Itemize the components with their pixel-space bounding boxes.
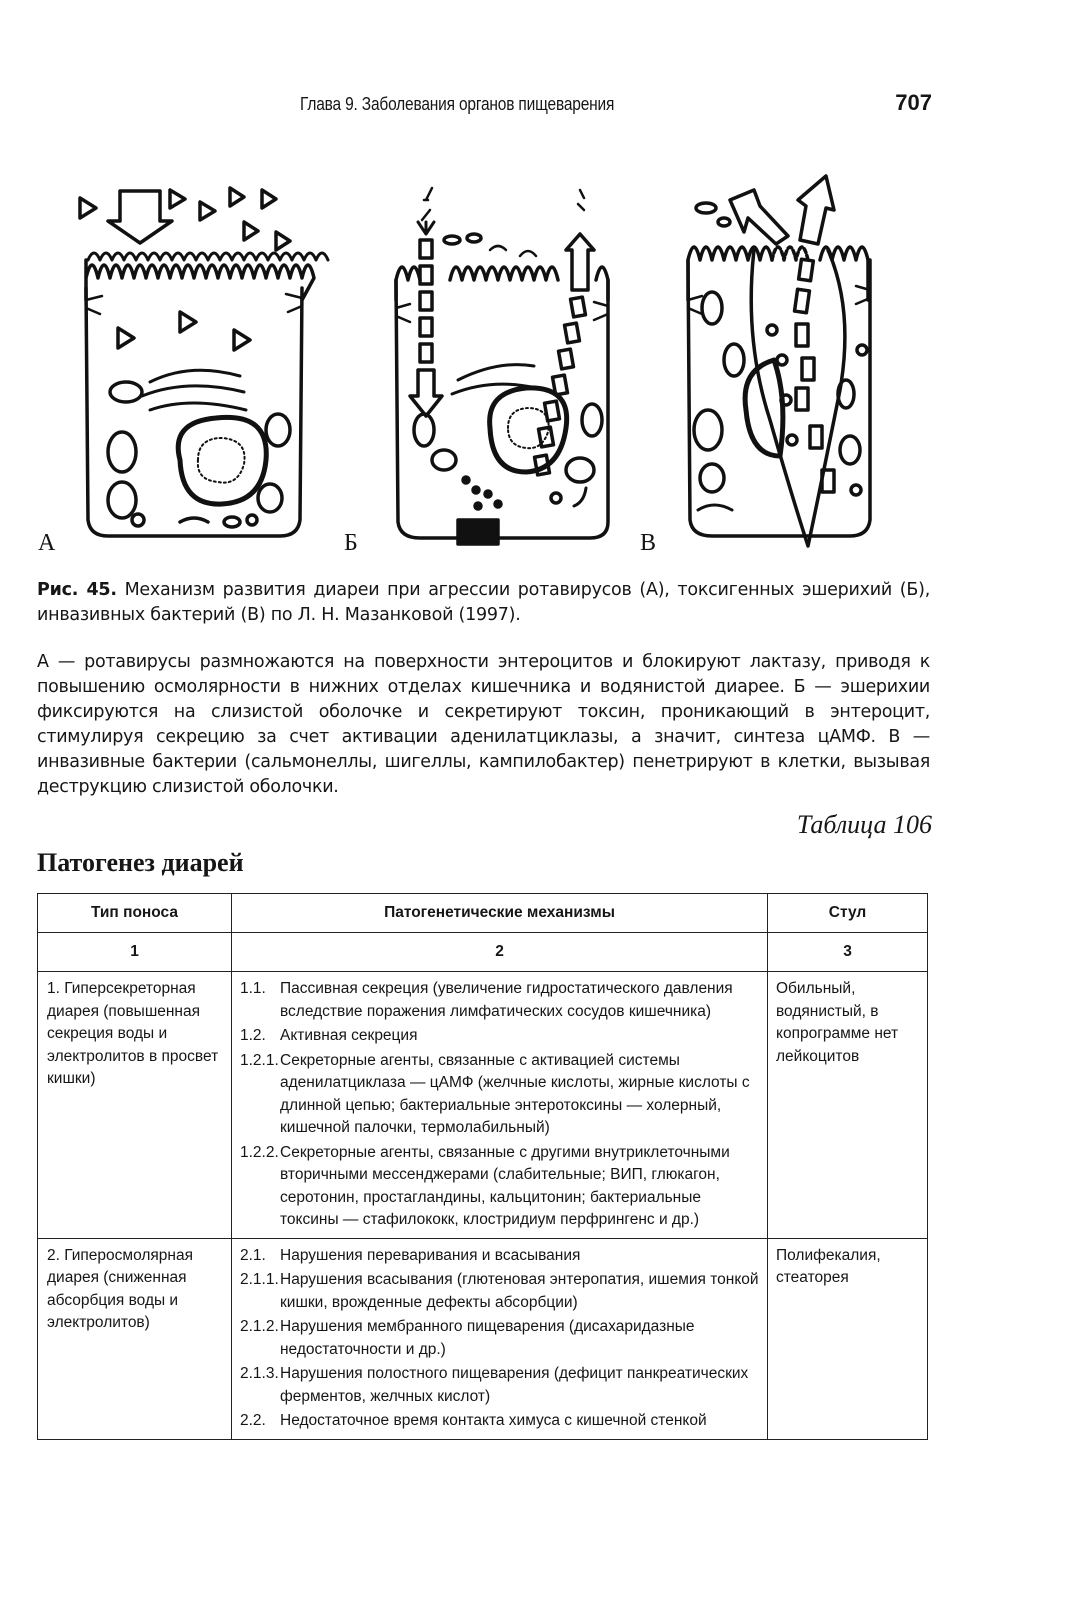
col-number: 1 <box>38 933 232 972</box>
figure-explanation: А — ротавирусы размножаются на поверхности энтероцитов и блокируют лактазу, приводя к повышению осмолярности в нижних отделах кишечника и водянистой диарее. Б — эшерихии фиксируются на слизистой оболочке и секретируют токсин, проникающий в энтероцит, стимулируя секрецию за счет активации аденилатциклазы, а значит, синтеза цАМФ. В — инвазивные бактерии (сальмонеллы, шигеллы, кампилобактер) пенетрируют в клетки, вызывая деструкцию слизистой оболочки. <box>37 652 930 797</box>
pathogenesis-table <box>37 893 928 1440</box>
figure-label-b: Б <box>344 530 358 556</box>
mechanism-item <box>240 1269 759 1314</box>
header-stool: Стул <box>768 894 928 933</box>
mechanisms-cell <box>232 972 768 1239</box>
table-number-row <box>38 933 928 972</box>
figure-label-c: В <box>640 530 657 556</box>
mechanism-item <box>240 1025 759 1048</box>
caption-lead: Рис. 45. <box>37 580 117 600</box>
mechanism-number: 2.2. <box>240 1412 266 1429</box>
chapter-title: Глава 9. Заболевания органов пищеварения <box>300 94 615 114</box>
diarrhea-type-cell: 2. Гиперосмолярная диарея (сниженная абсорбция воды и электролитов) <box>38 1238 232 1439</box>
mechanism-item <box>240 1245 759 1268</box>
table-title: Патогенез диарей <box>37 848 244 877</box>
mechanism-item <box>240 1050 759 1140</box>
mechanism-text: Нарушения полостного пищеварения (дефицит панкреатических ферментов, желчных кислот) <box>280 1365 749 1405</box>
diarrhea-type-cell: 1. Гиперсекреторная диарея (повышенная секреция воды и электролитов в просвет кишки) <box>38 972 232 1239</box>
table-number: Таблица 106 <box>796 810 932 839</box>
panel-b-cell <box>396 188 608 544</box>
mechanism-number: 2.1. <box>240 1246 266 1264</box>
mechanism-text: Секреторные агенты, связанные с активацией системы аденилатциклаза — цАМФ (желчные кислоты, жирные кислоты с длинной цепью; бактериальные энтеротоксины — холерный, кишечной палочки, термолабильный) <box>280 1051 750 1136</box>
panel-c-cell <box>688 176 870 546</box>
table-row <box>38 1238 928 1439</box>
mechanism-number: 1.2.1. <box>240 1051 279 1069</box>
panel-a-cell <box>80 188 328 536</box>
figure-45 <box>30 160 940 565</box>
mechanism-number: 1.1. <box>240 980 266 997</box>
stool-cell: Полифекалия, стеаторея <box>768 1238 928 1439</box>
header-mechanisms: Патогенетические механизмы <box>232 894 768 933</box>
mechanism-item <box>240 1142 759 1232</box>
mechanisms-cell <box>232 1238 768 1439</box>
table-header-row <box>38 894 928 933</box>
mechanism-number: 2.1.3. <box>240 1365 279 1382</box>
mechanism-text: Пассивная секреция (увеличение гидростатического давления вследствие поражения лимфатических сосудов кишечника) <box>280 980 733 1020</box>
mechanism-text: Нарушения переваривания и всасывания <box>280 1246 581 1264</box>
enterocyte-illustration <box>30 160 940 565</box>
mechanism-text: Нарушения мембранного пищеварения (дисахаридазные недостаточности и др.) <box>280 1318 695 1358</box>
mechanism-number: 2.1.1. <box>240 1271 279 1288</box>
mechanism-item <box>240 1410 759 1433</box>
figure-label-a: А <box>38 530 56 556</box>
mechanism-text: Активная секреция <box>280 1027 418 1044</box>
col-number: 3 <box>768 933 928 972</box>
mechanism-text: Секреторные агенты, связанные с другими внутриклеточными вторичными мессенджерами (слабительные; ВИП, глюкагон, серотонин, простагландины, кальцитонин; бактериальные токсины — стафилококк, клостридиум перфрингенс и др.) <box>280 1143 730 1228</box>
page-number: 707 <box>895 90 932 115</box>
mechanism-item <box>240 1316 759 1361</box>
table-row <box>38 972 928 1239</box>
mechanism-item <box>240 978 759 1023</box>
running-head <box>0 90 1070 124</box>
header-diarrhea-type: Тип поноса <box>38 894 232 933</box>
mechanism-number: 1.2. <box>240 1027 266 1044</box>
mechanism-number: 1.2.2. <box>240 1143 279 1161</box>
stool-cell: Обильный, водянистый, в копрограмме нет лейкоцитов <box>768 972 928 1239</box>
mechanism-text: Нарушения всасывания (глютеновая энтеропатия, ишемия тонкой кишки, врожденные дефекты абсорбции) <box>280 1271 759 1311</box>
mechanism-item <box>240 1363 759 1408</box>
col-number: 2 <box>232 933 768 972</box>
mechanism-text: Недостаточное время контакта химуса с кишечной стенкой <box>280 1412 707 1429</box>
caption-text: Механизм развития диареи при агрессии ротавирусов (А), токсигенных эшерихий (Б), инвазивных бактерий (В) по Л. Н. Мазанковой (1997). <box>37 580 931 625</box>
mechanism-number: 2.1.2. <box>240 1318 279 1335</box>
figure-caption <box>37 578 930 628</box>
